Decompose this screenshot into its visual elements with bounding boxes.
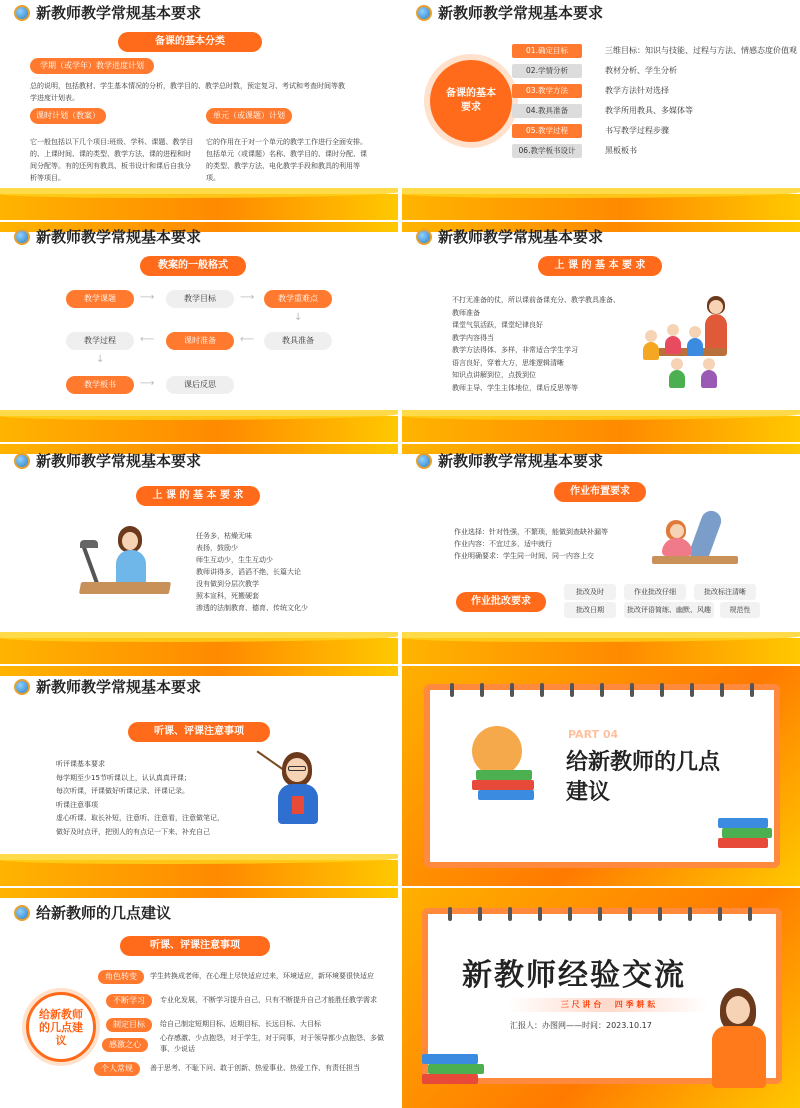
- globe-icon: [14, 905, 30, 921]
- semester-plan-text: 总的说明，包括教材、学生基本情况的分析，教学目的、教学总时数，预定复习、考试和考查时间等教学进度计划表。: [30, 82, 345, 102]
- books-kids-illustration: [462, 726, 542, 806]
- slide-title: 新教师教学常规基本要求: [14, 450, 201, 471]
- advice-label: 个人常规: [94, 1062, 140, 1076]
- slide-9[interactable]: [0, 888, 398, 1108]
- problems-list: 任务多，枯燥无味 表扬，鼓励少 师生互动少，生生互动少 教师讲得多，滔滔不绝，长篇大论 没有做到分层次教学 照本宣科，死搬硬套 渗透的法制教育、德育、传统文化少: [196, 532, 308, 612]
- part-label: PART 04: [568, 728, 619, 741]
- advice-desc: 专业化发展，不断学习提升自己，只有不断提升自己才能胜任教学需求: [160, 996, 377, 1004]
- globe-icon: [14, 229, 30, 245]
- item-desc: 书写教学过程步骤: [605, 126, 669, 135]
- section-header: 上 课 的 基 本 要 求: [136, 486, 260, 506]
- footer-band: [0, 860, 398, 886]
- node-key-points: 教学重难点: [264, 290, 332, 308]
- section-header: 听课、评课注意事项: [120, 936, 270, 956]
- student-homework-illustration: [652, 510, 742, 570]
- advice-circle: 给新教师的几点建议: [26, 992, 96, 1062]
- teacher-pointer-illustration: [256, 752, 336, 836]
- item-desc: 黑板板书: [605, 146, 637, 155]
- teacher-cover-illustration: [702, 984, 782, 1094]
- slide-3[interactable]: [0, 222, 398, 442]
- label-unit-plan: 单元（或课题）计划: [206, 108, 292, 124]
- slide-1[interactable]: [0, 0, 398, 220]
- books-stack-icon: [718, 806, 778, 856]
- circle-prep-requirements: 备课的基本要求: [430, 60, 512, 142]
- advice-desc: 学生转换成老师，在心理上尽快适应过来，环境适应，新环境要很快适应: [150, 972, 374, 980]
- cover-reporter: 汇报人：办图网——时间：2023.10.17: [510, 1021, 652, 1030]
- advice-label: 不断学习: [106, 994, 152, 1008]
- item-desc: 教学方法针对选择: [605, 86, 669, 95]
- footer-band: [0, 638, 398, 664]
- slide-5[interactable]: [0, 444, 398, 664]
- label-lesson-plan: 课时计划（教案）: [30, 108, 106, 124]
- top-band: [0, 666, 398, 676]
- node-process: 教学过程: [66, 332, 134, 350]
- section-header: 教案的一般格式: [140, 256, 246, 276]
- arrow-left-icon: ⟵: [140, 334, 155, 345]
- item-label: 02.学情分析: [512, 64, 582, 78]
- globe-icon: [14, 679, 30, 695]
- arrow-right-icon: ⟶: [140, 292, 155, 303]
- cover-subtitle: 三 尺 讲 台 四 季 耕 耘: [508, 998, 708, 1012]
- advice-desc: 心存感激、少点抱怨，对于学生，对于同事，对于领导都少点抱怨、多做事、少说话: [160, 1034, 384, 1053]
- slide-title: 给新教师的几点建议: [14, 902, 171, 923]
- section-header: 备课的基本分类: [118, 32, 262, 52]
- item-desc: 三维目标：知识与技能、过程与方法、情感态度价值观: [605, 46, 797, 55]
- advice-label: 制定目标: [106, 1018, 152, 1032]
- books-stack-icon: [422, 1048, 492, 1092]
- advice-desc: 善于思考、不耻下问、敢于创新、热爱事业、热爱工作、有责任担当: [150, 1064, 360, 1072]
- globe-icon: [416, 229, 432, 245]
- footer-band: [402, 638, 800, 664]
- top-band: [0, 888, 398, 898]
- item-label: 06.教学板书设计: [512, 144, 582, 158]
- grading-cell: 批改评语简练、幽默、风趣: [624, 602, 714, 618]
- footer-band: [0, 416, 398, 442]
- grading-cell: 作业批改仔细: [624, 584, 686, 600]
- slide-6[interactable]: [402, 444, 800, 664]
- label-semester-plan: 学期（或学年）教学进度计划: [30, 58, 154, 74]
- slide-title: 新教师教学常规基本要求: [416, 2, 603, 23]
- grading-cell: 规范性: [720, 602, 760, 618]
- slide-title: 新教师教学常规基本要求: [14, 2, 201, 23]
- arrow-down-icon: ↓: [294, 312, 303, 323]
- node-objectives: 教学目标: [166, 290, 234, 308]
- item-label: 04.教具准备: [512, 104, 582, 118]
- slide-10[interactable]: [402, 888, 800, 1108]
- grading-cell: 批改日期: [564, 602, 616, 618]
- grading-cell: 批改标注清晰: [694, 584, 756, 600]
- slide-2[interactable]: [402, 0, 800, 220]
- grading-cell: 批改及时: [564, 584, 616, 600]
- item-desc: 教材分析、学生分析: [605, 66, 677, 75]
- advice-desc: 给自己制定短期目标、近期目标、长远目标、大目标: [160, 1020, 321, 1028]
- section-header: 听课、评课注意事项: [128, 722, 270, 742]
- item-label: 01.确定目标: [512, 44, 582, 58]
- advice-label: 角色转变: [98, 970, 144, 984]
- slide-title: 新教师教学常规基本要求: [416, 226, 603, 247]
- footer-band: [402, 194, 800, 220]
- globe-icon: [14, 453, 30, 469]
- slide-7[interactable]: [0, 666, 398, 886]
- slide-8[interactable]: [402, 666, 800, 886]
- node-class-prep: 课时准备: [166, 332, 234, 350]
- slide-title: 新教师教学常规基本要求: [14, 226, 201, 247]
- classroom-illustration: [637, 292, 737, 392]
- arrow-left-icon: ⟵: [240, 334, 255, 345]
- node-teaching-aids: 教具准备: [264, 332, 332, 350]
- globe-icon: [416, 5, 432, 21]
- homework-list: 作业选择：针对性强，不繁琐，能做到查缺补漏等 作业内容：不宜过多，适中就行 作业明确要求：学生同一时间、同一内容上交: [454, 528, 608, 560]
- unit-plan-text: 它的作用在于对一个单元的教学工作进行全面安排。包括单元（或课题）名称、教学目的、课时分配、课的类型、教学方法、电化教学手段和教具的利用等项。: [206, 138, 367, 182]
- slide-title: 新教师教学常规基本要求: [416, 450, 603, 471]
- item-desc: 教学所用教具、多媒体等: [605, 106, 693, 115]
- slide-title: 新教师教学常规基本要求: [14, 676, 201, 697]
- globe-icon: [14, 5, 30, 21]
- footer-band: [0, 194, 398, 220]
- node-topic: 教学课题: [66, 290, 134, 308]
- globe-icon: [416, 453, 432, 469]
- slide-4[interactable]: [402, 222, 800, 442]
- node-reflection: 课后反思: [166, 376, 234, 394]
- footer-band: [402, 416, 800, 442]
- teacher-desk-illustration: [80, 522, 170, 604]
- section-header: 作业布置要求: [554, 482, 646, 502]
- lesson-plan-text: 它一般包括以下几个项目:班级、学科、课题、教学目的、上课时间、课的类型、教学方法、课的进程和时间分配等。有的还列有教具、板书设计和课后自我分析等项目。: [30, 138, 194, 182]
- requirements-list: 不打无准备的仗，所以课前备课充分、教学教具准备、 教师准备 课堂气氛活跃，课堂纪律良好 教学内容得当 教学方法得体、多样，非常适合学生学习 语言良好，穿着大方，思维逻辑清晰 知识点讲解到位，点拨到位 教师主导、学生主体地位，课后反思等等: [452, 296, 620, 392]
- grading-header: 作业批改要求: [456, 592, 546, 612]
- arrow-right-icon: ⟶: [240, 292, 255, 303]
- item-label: 05.教学过程: [512, 124, 582, 138]
- arrow-right-icon: ⟶: [140, 378, 155, 389]
- arrow-down-icon: ↓: [96, 354, 105, 365]
- cover-title: 新教师经验交流: [462, 958, 686, 993]
- node-board: 教学板书: [66, 376, 134, 394]
- section-header: 上 课 的 基 本 要 求: [538, 256, 662, 276]
- observation-list: 听评课基本要求 每学期至少15节听课以上，认认真真评课； 每次听课，评课做好听课记录、评课记录。 听课注意事项 虚心听课、取长补短，注意听、注意看，注意做笔记， 做好及时点评，把别人的有点记一下来、补充自己: [56, 760, 224, 836]
- advice-label: 感激之心: [102, 1038, 148, 1052]
- item-label: 03.教学方法: [512, 84, 582, 98]
- section-title: 给新教师的几点 建议: [566, 750, 721, 805]
